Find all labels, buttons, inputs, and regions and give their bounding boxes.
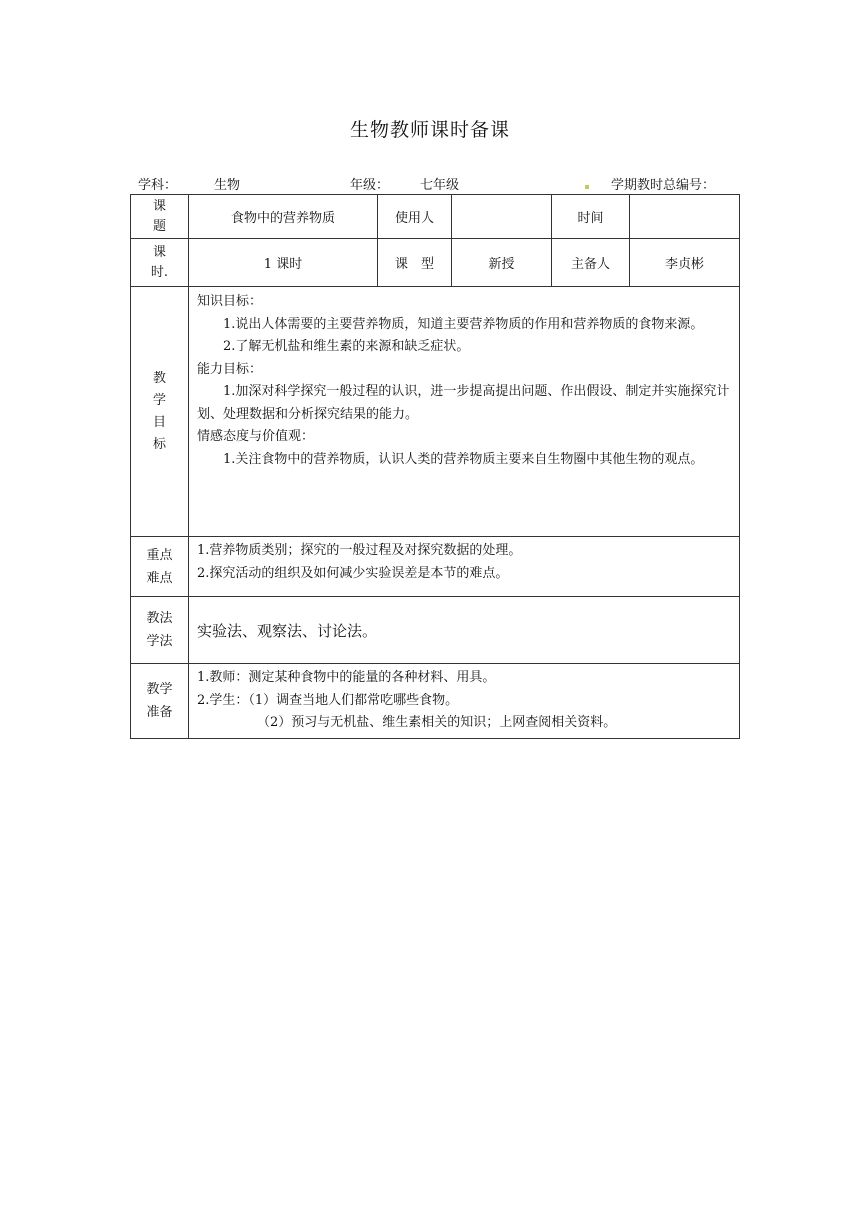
- goals-content: [189, 287, 740, 537]
- table-row-topic: [131, 195, 740, 239]
- methods-label: 教法 学法: [131, 597, 189, 664]
- period-value: 1 课时: [189, 239, 378, 287]
- ability-goal-1: 1.加深对科学探究一般过程的认识，进一步提高提出问题、作出假设、制定并实施探究计划、处理数据和分析探究结果的能力。: [197, 384, 730, 422]
- key-points-content: [189, 537, 740, 597]
- goals-label: 教 学 目 标: [131, 287, 189, 537]
- period-label: 课 时.: [131, 239, 189, 287]
- subject-label: 学科：: [138, 178, 178, 193]
- attitude-heading: 情感态度与价值观：: [197, 429, 315, 444]
- key-points-label: 重点 难点: [131, 537, 189, 597]
- topic-value: 食物中的营养物质: [189, 195, 378, 239]
- preparer-value: 李贞彬: [630, 239, 740, 287]
- knowledge-goal-1: 1.说出人体需要的主要营养物质，知道主要营养物质的作用和营养物质的食物来源。: [223, 316, 704, 332]
- yellow-marker: [585, 185, 589, 189]
- total-number-label: 学期教时总编号：: [611, 178, 716, 193]
- type-value: 新授: [452, 239, 552, 287]
- topic-label: 课 题: [131, 195, 189, 239]
- knowledge-goal-2: 2.了解无机盐和维生素的来源和缺乏症状。: [223, 339, 470, 354]
- user-label: 使用人: [378, 195, 452, 239]
- time-label: 时间: [552, 195, 630, 239]
- table-row-preparation: [131, 664, 740, 739]
- info-row: [138, 174, 738, 194]
- table-row-goals: [131, 287, 740, 537]
- preparation-label: 教学 准备: [131, 664, 189, 739]
- preparation-content: [189, 664, 740, 739]
- key-point-2: 2.探究活动的组织及如何减少实验误差是本节的难点。: [197, 565, 509, 581]
- table-row-methods: [131, 597, 740, 664]
- preparation-line-3: （2）预习与无机盐、维生素相关的知识；上网查阅相关资料。: [257, 715, 617, 730]
- lesson-plan-table: [130, 194, 740, 739]
- methods-content: 实验法、观察法、讨论法。: [189, 597, 740, 664]
- table-row-period: [131, 239, 740, 287]
- key-point-1: 1.营养物质类别；探究的一般过程及对探究数据的处理。: [197, 543, 522, 558]
- knowledge-heading: 知识目标：: [197, 294, 263, 309]
- page-title: 生物教师课时备课: [349, 119, 510, 141]
- attitude-goal-1: 1.关注食物中的营养物质，认识人类的营养物质主要来自生物圈中其他生物的观点。: [223, 451, 704, 467]
- ability-heading: 能力目标：: [197, 361, 263, 377]
- preparer-label: 主备人: [552, 239, 630, 287]
- type-label: 课 型: [378, 239, 452, 287]
- user-value: [452, 195, 552, 239]
- grade-value: 七年级: [420, 178, 460, 193]
- grade-label: 年级：: [350, 178, 390, 193]
- subject-value: 生物: [214, 178, 241, 193]
- preparation-line-2: 2.学生：（1）调查当地人们都常吃哪些食物。: [197, 692, 459, 708]
- table-row-key-points: [131, 537, 740, 597]
- time-value: [630, 195, 740, 239]
- preparation-line-1: 1.教师：测定某种食物中的能量的各种材料、用具。: [197, 670, 496, 685]
